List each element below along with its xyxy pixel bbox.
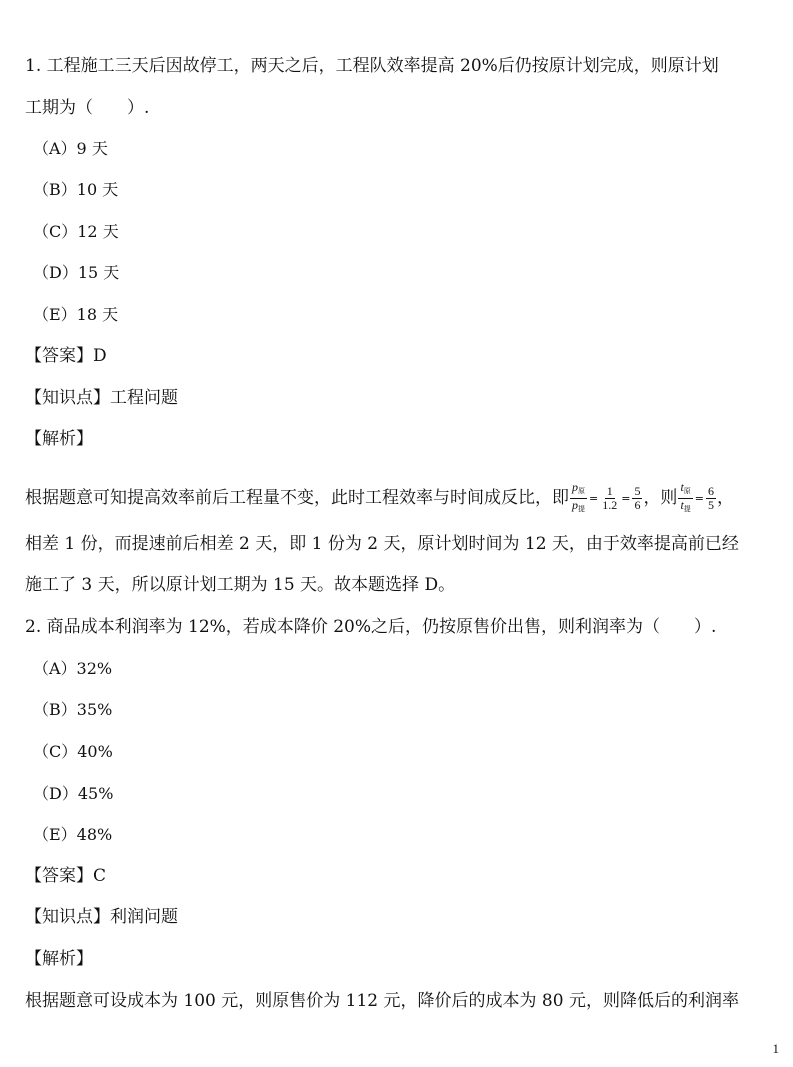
q2-analysis-line1: 根据题意可设成本为 100 元，则原售价为 112 元，降价后的成本为 80 元，则降低后的利润率 xyxy=(25,991,739,1011)
q1-option-d: （D）15 天 xyxy=(33,263,120,282)
q1-analysis-line1: 根据题意可知提高效率前后工程量不变，此时工程效率与时间成反比，即 $\frac{p_原}{p_提}$ = $\frac{1}{1.2}$ = $\frac{5}{6}$ ，则 $\frac{t_原}{t_提}$ = $\frac{6}{5}$ ， xyxy=(25,481,781,516)
q2-answer: 【答案】C xyxy=(25,866,107,886)
formula-1-over-1.2: $\frac{1}{1.2}$ xyxy=(602,484,618,512)
q1-stem-line2: 工期为（ ）. xyxy=(25,98,150,118)
q2-analysis-title: 【解析】 xyxy=(25,949,93,969)
q1-answer: 【答案】D xyxy=(25,346,107,366)
q2-stem: 2. 商品成本利润率为 12%，若成本降价 20%之后，仍按原售价出售，则利润率为（ ）. xyxy=(25,617,717,637)
q2-option-a: （A）32% xyxy=(33,659,113,678)
q1-analysis-line1-prefix: 根据题意可知提高效率前后工程量不变，此时工程效率与时间成反比，即 xyxy=(25,488,569,508)
q2-option-b: （B）35% xyxy=(33,700,113,719)
page-number: 1 xyxy=(772,1041,779,1056)
q1-analysis-line1-suffix: ， xyxy=(717,488,734,508)
q1-analysis-line1-mid: ，则 xyxy=(643,488,678,508)
q2-option-e: （E）48% xyxy=(33,825,113,844)
q2-option-d: （D）45% xyxy=(33,784,114,803)
q2-option-c: （C）40% xyxy=(33,742,113,761)
formula-5-over-6: $\frac{5}{6}$ xyxy=(634,484,641,512)
formula-t-ratio: $\frac{t_原}{t_提}$ xyxy=(680,480,691,513)
q1-option-c: （C）12 天 xyxy=(33,222,119,241)
q1-option-e: （E）18 天 xyxy=(33,305,119,324)
formula-p-ratio: $\frac{p_原}{p_提}$ xyxy=(572,480,585,513)
q2-knowledge-point: 【知识点】利润问题 xyxy=(25,907,178,927)
q1-option-b: （B）10 天 xyxy=(33,180,119,199)
formula-6-over-5: $\frac{6}{5}$ xyxy=(708,484,714,512)
q1-analysis-title: 【解析】 xyxy=(25,429,93,449)
q1-stem-line1: 1. 工程施工三天后因故停工，两天之后，工程队效率提高 20%后仍按原计划完成，则原计划 xyxy=(25,56,719,76)
q1-analysis-line2: 相差 1 份，而提速前后相差 2 天，即 1 份为 2 天，原计划时间为 12 天，由于效率提高前已经 xyxy=(25,534,739,554)
q1-option-a: （A）9 天 xyxy=(33,139,108,158)
q1-analysis-line3: 施工了 3 天，所以原计划工期为 15 天。故本题选择 D。 xyxy=(25,575,456,595)
q1-knowledge-point: 【知识点】工程问题 xyxy=(25,388,178,408)
